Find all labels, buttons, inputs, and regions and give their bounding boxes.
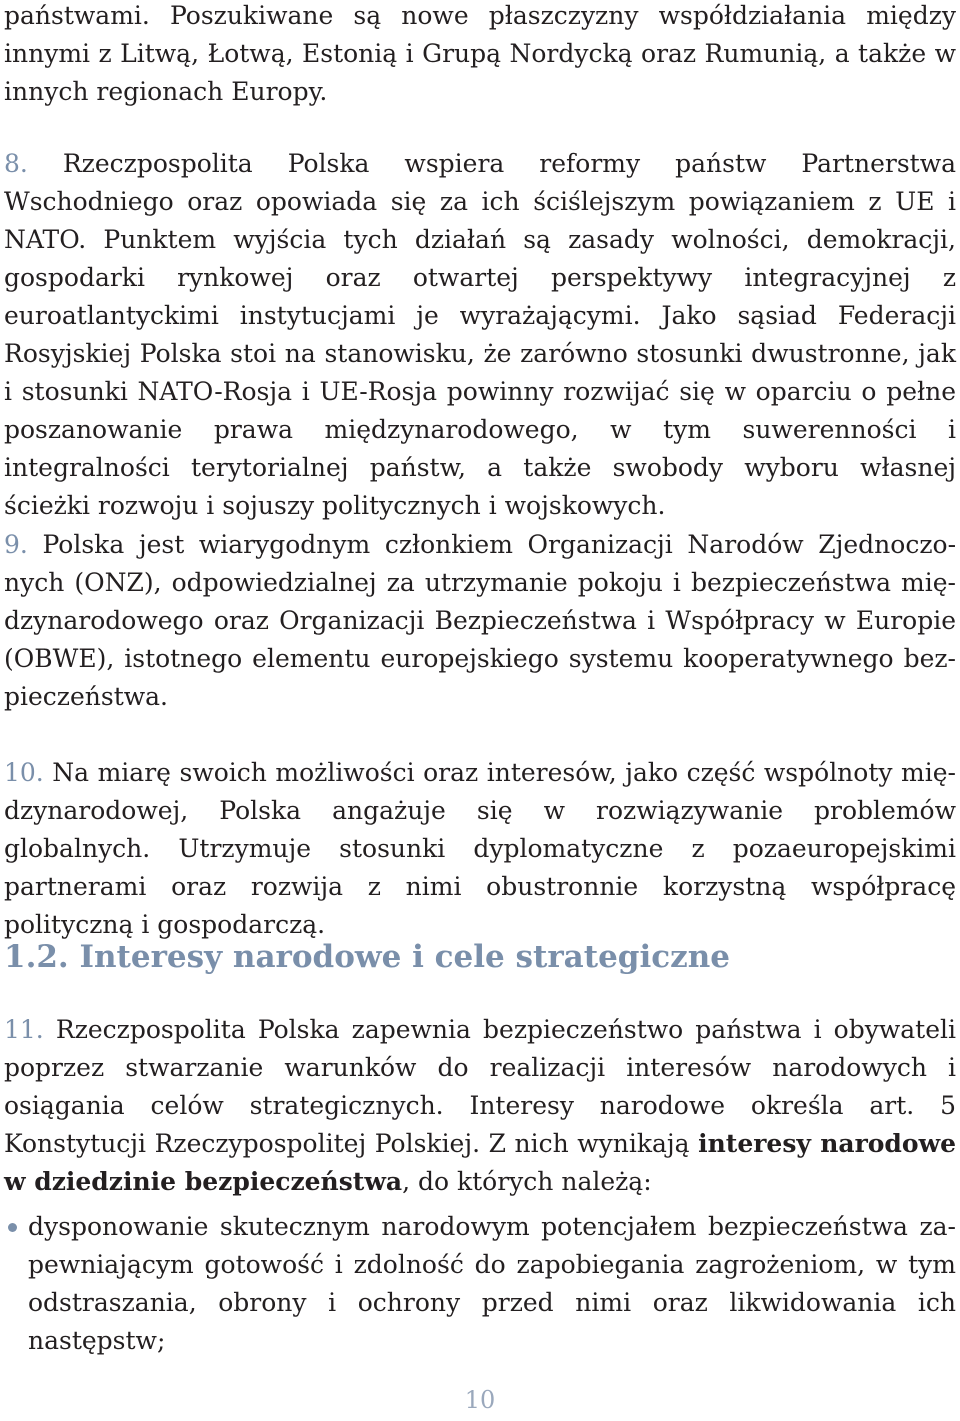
bullet-icon xyxy=(8,1223,17,1232)
paragraph-11 xyxy=(4,1011,956,1201)
paragraph-number: 8. xyxy=(4,149,28,178)
paragraph-text: Na miarę swoich możliwości oraz interesów, jako część wspólnoty międzynarodowej, Polska angażuje się w rozwiązywanie problemów globalnych. Utrzymuje stosunki dyplomatyczne z pozaeuropejskimi partnerami oraz rozwija z nimi obustronnie korzystną współpracę polityczną i gospodarczą. xyxy=(4,758,956,939)
paragraph-number: 10. xyxy=(4,758,44,787)
paragraph-continuation xyxy=(4,0,956,111)
paragraph-text-end: , do których należą: xyxy=(402,1167,652,1196)
paragraph-text: Polska jest wiarygodnym członkiem Organizacji Narodów Zjednoczonych (ONZ), odpowiedzialnej za utrzymanie pokoju i bezpieczeństwa międzynarodowego oraz Organizacji Bezpieczeństwa i Współpracy w Europie (OBWE), istotnego elementu europejskiego systemu kooperatywnego bezpieczeństwa. xyxy=(4,530,957,711)
paragraph-text: państwami. Poszukiwane są nowe płaszczyzny współdziałania między innymi z Litwą, Łotwą, Estonią i Grupą Nordycką oraz Rumunią, a także w innych regionach Europy. xyxy=(4,1,956,106)
paragraph-number: 11. xyxy=(4,1015,44,1044)
paragraph-10 xyxy=(4,754,956,944)
paragraph-text: Rzeczpospolita Polska zapewnia bezpieczeństwo państwa i obywateli poprzez stwarzanie warunków do realizacji interesów narodowych i osiągania celów strategicznych. Interesy narodowe określa art. 5 Konstytucji Rzeczypospolitej Polskiej. Z nich wynikają xyxy=(4,1015,956,1158)
paragraph-number: 9. xyxy=(4,530,28,559)
bullet-text: dysponowanie skutecznym narodowym potencjałem bezpieczeństwa zapewniającym gotowość i zdolność do zapobiegania zagrożeniom, w tym odstraszania, obrony i ochrony przed nimi oraz likwidowania ich następstw; xyxy=(28,1212,956,1355)
bullet-item xyxy=(4,1208,956,1360)
paragraph-bold-text: interesy narodowe w dziedzinie bezpieczeństwa xyxy=(4,1129,957,1196)
paragraph-9 xyxy=(4,526,956,716)
paragraph-text: Rzeczpospolita Polska wspiera reformy państw Partnerstwa Wschodniego oraz opowiada się za ich ściślejszym powiązaniem z UE i NATO. Punktem wyjścia tych działań są zasady wolności, demokracji, gospodarki rynkowej oraz otwartej perspektywy integracyjnej z euroatlantyckimi instytucjami je wyrażającymi. Jako sąsiad Federacji Rosyjskiej Polska stoi na stanowisku, że zarówno stosunki dwustronne, jak i stosunki NATO-Rosja i UE-Rosja powinny rozwijać się w oparciu o pełne poszanowanie prawa międzynarodowego, w tym suwerenności i integralności terytorialnej państw, a także swobody wyboru własnej ścieżki rozwoju i sojuszy politycznych i wojskowych. xyxy=(4,149,957,520)
paragraph-8 xyxy=(4,145,956,525)
section-heading: 1.2. Interesy narodowe i cele strategiczne xyxy=(4,939,730,975)
page-number: 10 xyxy=(464,1386,496,1414)
